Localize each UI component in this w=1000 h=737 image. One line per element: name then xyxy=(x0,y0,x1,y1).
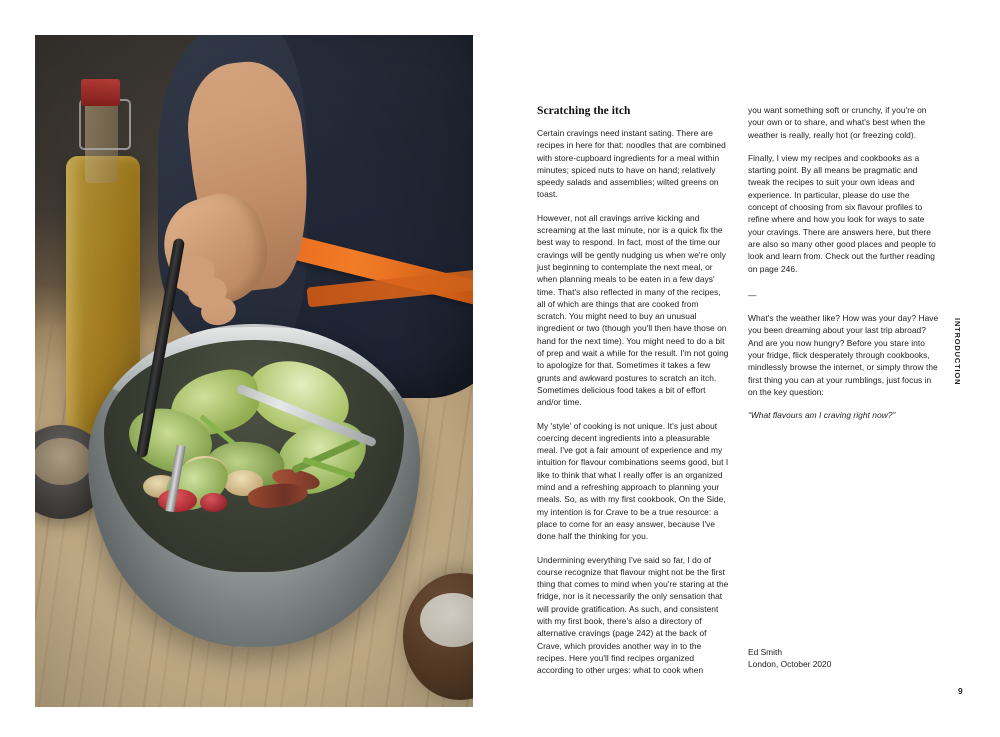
body-column-right xyxy=(748,104,941,422)
section-title: Scratching the itch xyxy=(537,105,631,117)
paragraph: Undermining everything I've said so far, I do of course recognize that flavour might not be the first thing that comes to mind when you're staring at the fridge, nor is it necessarily the only sensation that will provide gratification. As such, and consistent with my first book, there's also a directory of alternative cravings (page 242) at the back of Crave, which provides another way in to the recipes. Here you'll find recipes organized according to other urges: what to cook when xyxy=(537,554,729,676)
author-name: Ed Smith xyxy=(748,647,782,657)
radish-slice xyxy=(200,493,227,512)
paragraph: you want something soft or crunchy, if you're on your own or to share, and what's best when the weather is really, really hot (or freezing cold). xyxy=(748,105,927,140)
photo-page xyxy=(35,35,473,707)
paragraph: My 'style' of cooking is not unique. It's just about coercing decent ingredients into a pleasurable meal. I've got a fair amount of experience and my intuition for flavour combinations seems good, but I like to think that what I really offer is an organized mind and a refreshing approach to planning your meals. So, as with my first cookbook, On the Side, my intention is for Crave to be a true resource: a place to come for an easy answer, because I've done half the thinking for you. xyxy=(537,420,729,542)
bottle-cap-red xyxy=(81,79,120,106)
body-column-left xyxy=(537,104,730,676)
closing-question: “What flavours am I craving right now?” xyxy=(748,410,896,421)
page-number: 9 xyxy=(958,686,963,696)
paragraph: What's the weather like? How was your day? Have you been dreaming about your last trip abroad? And are you now hungry? Before you stare into your fridge, flick desperately through cookbooks, mindlessly browse the internet, or simply throw the first thing you can at your rumblings, just focus in on the key question: xyxy=(748,313,939,397)
bottle-clip xyxy=(79,99,131,150)
paragraph: Finally, I view my recipes and cookbooks as a starting point. By all means be pragmatic and tweak the recipes to suit your own ideas and experience. In particular, please do use the concept of choosing from six flavour profiles to refine where and how you look for ways to sate your cravings. There are answers here, but there are also so many other good places and people to look and learn from. Check out the further reading on page 246. xyxy=(748,152,936,274)
text-page xyxy=(500,0,1000,737)
running-head: INTRODUCTION xyxy=(953,318,962,386)
paragraph: Certain cravings need instant sating. There are recipes in here for that: noodles that are combined with store-cupboard ingredients for a meal within minutes; spiced nuts to have on hand; relatively speedy salads and assemblies; wilted greens on toast. xyxy=(537,128,726,200)
section-divider-dash: — xyxy=(748,289,757,300)
food-photograph xyxy=(35,35,473,707)
author-place-date: London, October 2020 xyxy=(748,659,832,670)
flaky-salt xyxy=(420,593,473,647)
author-signoff xyxy=(748,646,941,671)
paragraph: However, not all cravings arrive kicking and screaming at the last minute, nor is a quick fix the best way to respond. In fact, most of the time our cravings will be gently nudging us when we're only just beginning to contemplate the next meal, or when planning meals to be eaten in a few days' time. That's also reflected in many of the recipes, all of which are things that are cooked from scratch. You might need to buy an unusual ingredient or two (though you'll then have those on hand for the next time). You might need to do a bit of prep and wait a while for the result. I'm not going to apologize for that. Sometimes it takes a few grunts and awkward postures to scratch an itch. Sometimes delicious food takes a bit of effort and/or time. xyxy=(537,212,729,408)
